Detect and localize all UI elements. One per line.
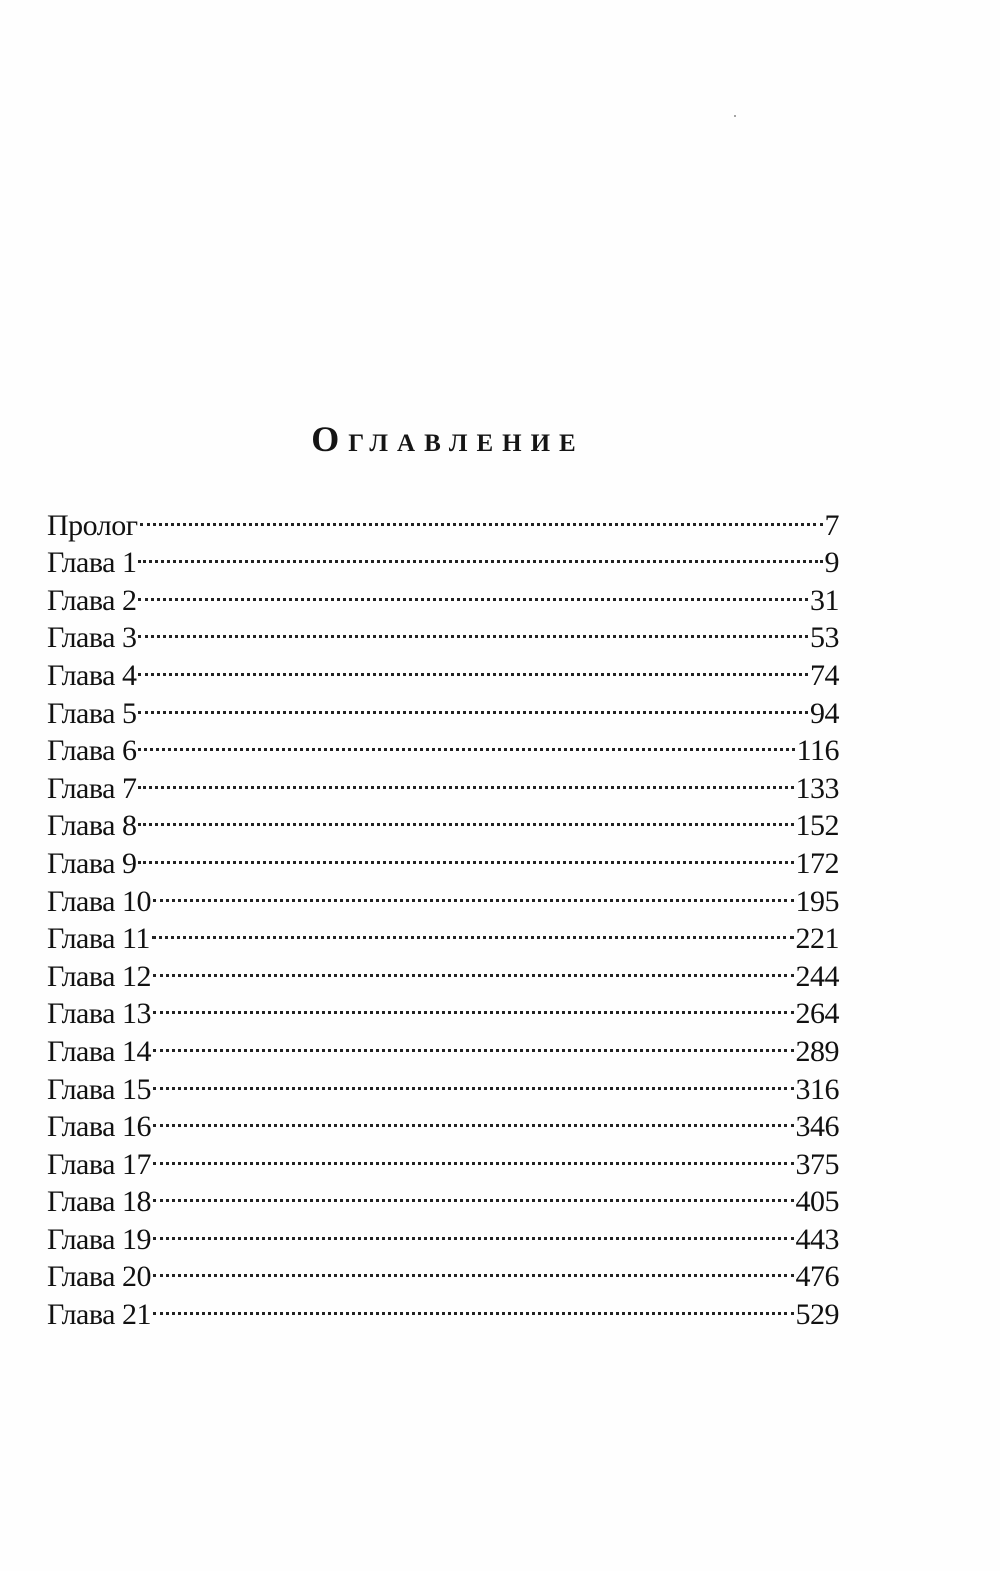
print-speck bbox=[734, 115, 736, 117]
toc-entry-label: Глава 12 bbox=[47, 959, 151, 993]
toc-entry-chapter-4[interactable] bbox=[47, 647, 839, 692]
dot-leader bbox=[153, 986, 794, 1024]
dot-leader bbox=[153, 1249, 794, 1287]
dot-leader bbox=[140, 497, 823, 535]
toc-entry-page: 316 bbox=[795, 1072, 839, 1106]
dot-leader bbox=[153, 1286, 794, 1324]
toc-entry-label: Глава 21 bbox=[47, 1298, 151, 1332]
dot-leader bbox=[138, 610, 808, 648]
toc-entry-chapter-14[interactable] bbox=[47, 1023, 839, 1068]
dot-leader bbox=[138, 647, 808, 685]
dot-leader bbox=[153, 1136, 794, 1174]
dot-leader bbox=[153, 1061, 794, 1099]
toc-entry-label: Глава 13 bbox=[47, 997, 151, 1031]
toc-entry-label: Глава 15 bbox=[47, 1072, 151, 1106]
toc-entry-prologue[interactable] bbox=[47, 497, 839, 542]
toc-entry-page: 476 bbox=[795, 1260, 839, 1294]
toc-entry-chapter-5[interactable] bbox=[47, 685, 839, 730]
toc-entry-page: 264 bbox=[795, 997, 839, 1031]
dot-leader bbox=[138, 572, 808, 610]
dot-leader bbox=[138, 535, 822, 573]
toc-entry-page: 74 bbox=[810, 658, 839, 692]
toc-entry-chapter-19[interactable] bbox=[47, 1211, 839, 1256]
toc-entry-chapter-3[interactable] bbox=[47, 610, 839, 655]
toc-entry-page: 244 bbox=[795, 959, 839, 993]
toc-entry-page: 375 bbox=[795, 1147, 839, 1181]
toc-entry-page: 152 bbox=[795, 809, 839, 843]
dot-leader bbox=[138, 685, 808, 723]
toc-entry-label: Глава 8 bbox=[47, 809, 137, 843]
dot-leader bbox=[153, 1023, 794, 1061]
toc-entry-chapter-15[interactable] bbox=[47, 1061, 839, 1106]
dot-leader bbox=[153, 1099, 794, 1137]
toc-entry-chapter-1[interactable] bbox=[47, 535, 839, 580]
toc-entry-label: Глава 7 bbox=[47, 771, 137, 805]
toc-entry-label: Глава 18 bbox=[47, 1185, 151, 1219]
dot-leader bbox=[153, 948, 794, 986]
toc-entry-chapter-8[interactable] bbox=[47, 798, 839, 843]
toc-entry-page: 529 bbox=[795, 1298, 839, 1332]
dot-leader bbox=[138, 798, 793, 836]
dot-leader bbox=[153, 873, 794, 911]
toc-list bbox=[47, 497, 839, 1332]
toc-entry-page: 405 bbox=[795, 1185, 839, 1219]
toc-entry-page: 94 bbox=[810, 696, 839, 730]
toc-entry-page: 116 bbox=[796, 734, 839, 768]
toc-entry-page: 289 bbox=[795, 1034, 839, 1068]
toc-entry-chapter-12[interactable] bbox=[47, 948, 839, 993]
toc-entry-label: Глава 6 bbox=[47, 734, 137, 768]
toc-entry-chapter-10[interactable] bbox=[47, 873, 839, 918]
toc-entry-chapter-2[interactable] bbox=[47, 572, 839, 617]
toc-entry-label: Глава 16 bbox=[47, 1110, 151, 1144]
toc-entry-label: Глава 2 bbox=[47, 583, 137, 617]
toc-entry-label: Глава 19 bbox=[47, 1222, 151, 1256]
toc-entry-page: 133 bbox=[795, 771, 839, 805]
toc-entry-chapter-6[interactable] bbox=[47, 723, 839, 768]
toc-entry-page: 443 bbox=[795, 1222, 839, 1256]
toc-entry-page: 53 bbox=[810, 621, 839, 655]
toc-entry-chapter-17[interactable] bbox=[47, 1136, 839, 1181]
toc-entry-page: 172 bbox=[795, 846, 839, 880]
toc-entry-page: 195 bbox=[795, 884, 839, 918]
toc-entry-label: Глава 20 bbox=[47, 1260, 151, 1294]
toc-entry-label: Глава 14 bbox=[47, 1034, 151, 1068]
dot-leader bbox=[138, 835, 793, 873]
toc-entry-chapter-13[interactable] bbox=[47, 986, 839, 1031]
toc-entry-label: Глава 4 bbox=[47, 658, 137, 692]
dot-leader bbox=[153, 1174, 794, 1212]
toc-entry-label: Глава 10 bbox=[47, 884, 151, 918]
toc-entry-chapter-11[interactable] bbox=[47, 911, 839, 956]
toc-entry-page: 346 bbox=[795, 1110, 839, 1144]
toc-heading: Оглавление bbox=[311, 419, 585, 459]
dot-leader bbox=[138, 723, 794, 761]
toc-entry-label: Глава 3 bbox=[47, 621, 137, 655]
toc-entry-label: Пролог bbox=[47, 508, 138, 542]
toc-entry-chapter-18[interactable] bbox=[47, 1174, 839, 1219]
toc-entry-chapter-21[interactable] bbox=[47, 1286, 839, 1332]
dot-leader bbox=[138, 760, 793, 798]
toc-entry-chapter-20[interactable] bbox=[47, 1249, 839, 1294]
toc-entry-label: Глава 9 bbox=[47, 846, 137, 880]
toc-entry-chapter-7[interactable] bbox=[47, 760, 839, 805]
dot-leader bbox=[153, 1211, 794, 1249]
toc-entry-chapter-9[interactable] bbox=[47, 835, 839, 880]
toc-entry-label: Глава 5 bbox=[47, 696, 137, 730]
toc-entry-page: 31 bbox=[810, 583, 839, 617]
toc-entry-label: Глава 1 bbox=[47, 546, 137, 580]
toc-entry-page: 7 bbox=[824, 508, 839, 542]
toc-entry-chapter-16[interactable] bbox=[47, 1099, 839, 1144]
toc-entry-label: Глава 11 bbox=[47, 922, 150, 956]
toc-entry-label: Глава 17 bbox=[47, 1147, 151, 1181]
toc-entry-page: 9 bbox=[824, 546, 839, 580]
dot-leader bbox=[152, 911, 794, 949]
toc-entry-page: 221 bbox=[795, 922, 839, 956]
